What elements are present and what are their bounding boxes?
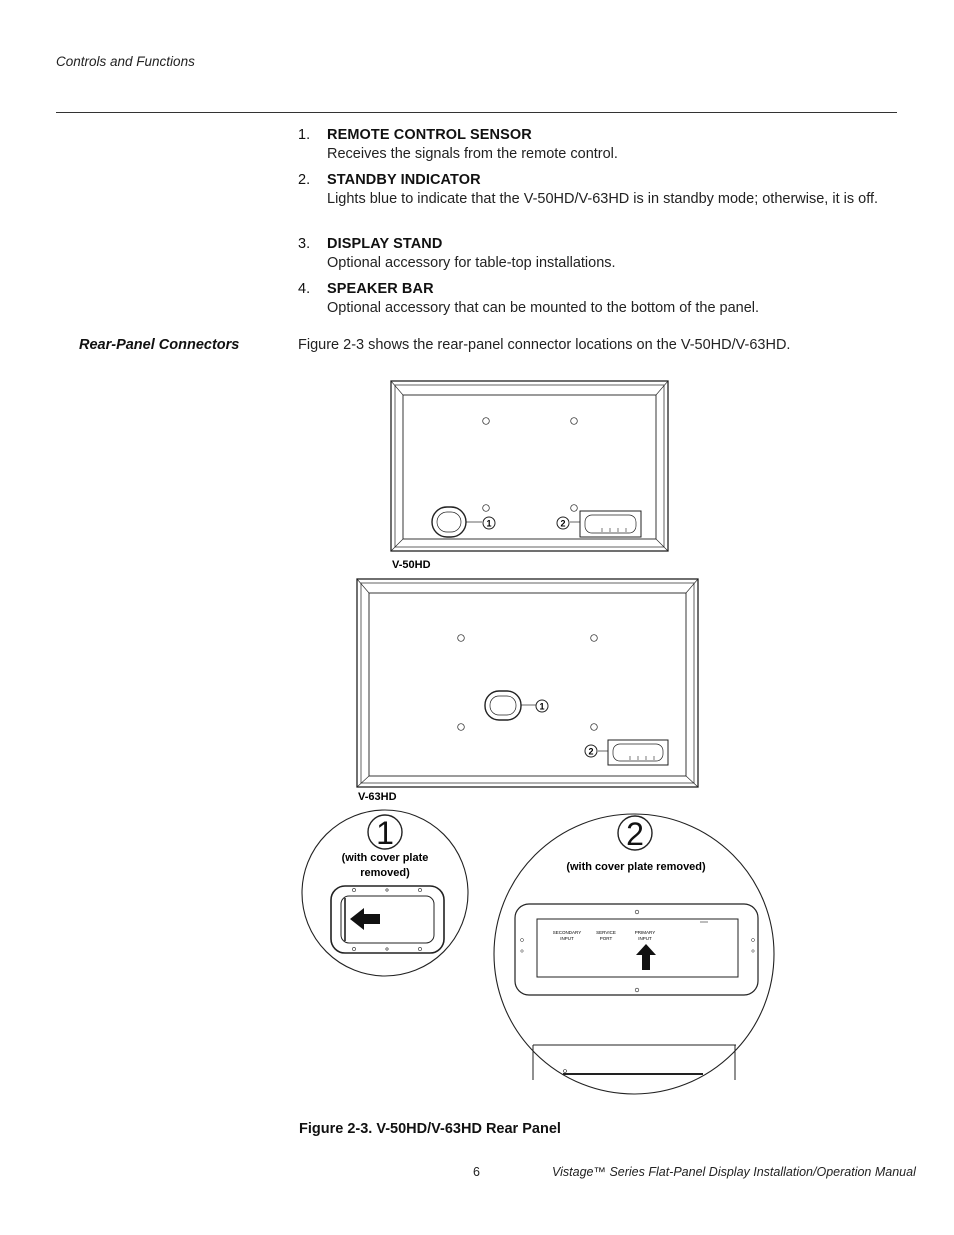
item-number: 4. <box>298 281 311 297</box>
item-title: STANDBY INDICATOR <box>327 172 481 188</box>
detail-2-note: (with cover plate removed) <box>566 861 706 873</box>
item-title: SPEAKER BAR <box>327 281 434 297</box>
item-number: 1. <box>298 127 311 143</box>
item-description: Lights blue to indicate that the V-50HD/V-63HD is in standby mode; otherwise, it is off. <box>327 190 879 207</box>
v50hd-callout-1 <box>483 517 495 529</box>
item-title: REMOTE CONTROL SENSOR <box>327 127 532 143</box>
figure-caption: Figure 2-3. V-50HD/V-63HD Rear Panel <box>299 1121 561 1137</box>
v50hd-callout-2 <box>557 517 569 529</box>
v63hd-callout-1 <box>536 700 548 712</box>
port-service-label-line2: PORT <box>599 936 613 941</box>
list-item <box>298 171 898 208</box>
svg-text:2: 2 <box>560 518 566 529</box>
svg-text:1: 1 <box>539 701 545 712</box>
item-description: Optional accessory for table-top installations. <box>327 254 616 271</box>
section-intro: Figure 2-3 shows the rear-panel connector locations on the V-50HD/V-63HD. <box>298 337 791 353</box>
list-item <box>298 126 898 163</box>
port-primary-label-line1: PRIMARY <box>634 930 656 935</box>
v50hd-label: V-50HD <box>392 559 431 571</box>
svg-text:1: 1 <box>486 518 492 529</box>
port-service-label-line1: SERVICE <box>596 930 616 935</box>
detail-1-note-line1: (with cover plate <box>341 852 429 864</box>
list-item <box>298 235 898 272</box>
section-heading: Rear-Panel Connectors <box>79 337 240 353</box>
svg-text:2: 2 <box>588 746 594 757</box>
port-secondary-label-line1: SECONDARY <box>552 930 582 935</box>
item-description: Receives the signals from the remote control. <box>327 145 618 162</box>
detail-1-note-line2: removed) <box>360 867 410 879</box>
running-header: Controls and Functions <box>56 54 195 69</box>
rear-panel-figure <box>290 372 790 1102</box>
page-number: 6 <box>473 1165 480 1179</box>
item-number: 2. <box>298 172 311 188</box>
manual-title: Vistage™ Series Flat-Panel Display Installation/Operation Manual <box>552 1165 916 1179</box>
header-rule <box>56 112 897 113</box>
detail-1-drawing <box>302 810 468 976</box>
v50hd-panel-drawing <box>391 381 668 551</box>
item-title: DISPLAY STAND <box>327 236 443 252</box>
detail-2-number: 2 <box>626 816 644 852</box>
item-description: Optional accessory that can be mounted to the bottom of the panel. <box>327 299 760 316</box>
detail-2-drawing <box>494 814 774 1094</box>
v63hd-callout-2 <box>585 745 597 757</box>
v63hd-label: V-63HD <box>358 791 397 803</box>
port-secondary-label-line2: INPUT <box>560 936 574 941</box>
list-item <box>298 280 898 317</box>
port-primary-label-line2: INPUT <box>638 936 652 941</box>
item-number: 3. <box>298 236 311 252</box>
v63hd-panel-drawing <box>357 579 698 787</box>
detail-1-number: 1 <box>376 815 394 851</box>
